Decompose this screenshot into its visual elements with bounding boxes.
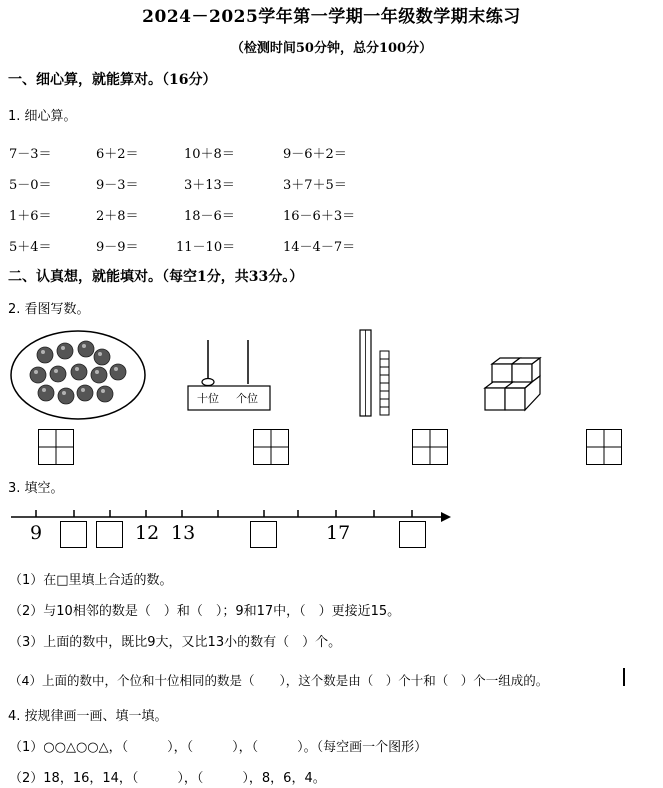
calc-item: 7－3＝ [9, 147, 52, 162]
text-cursor [623, 668, 625, 686]
calc-item: 9－6＋2＝ [283, 147, 347, 162]
fill-question-4: （4）上面的数中，个位和十位相同的数是（ ），这个数是由（ ）个十和（ ）个一组成的。 [9, 673, 549, 688]
calc-item: 16－6＋3＝ [283, 209, 356, 224]
number-line-label: 13 [171, 522, 196, 544]
page-title: 2024－2025学年第一学期一年级数学期末练习 [142, 7, 521, 27]
number-line-blank-box[interactable] [96, 521, 123, 548]
cubes-picture [483, 356, 543, 416]
abacus-tens-label: 十位 [197, 392, 219, 405]
fill-question-2: （2）与10相邻的数是（ ）和（ ）；9和17中，（ ）更接近15。 [9, 604, 401, 619]
calc-item: 14－4－7＝ [283, 240, 356, 255]
calc-item: 3＋13＝ [184, 178, 235, 193]
answer-box-cubes[interactable] [586, 429, 622, 465]
number-line-label: 12 [135, 522, 160, 544]
abacus-ones-label: 个位 [236, 392, 258, 405]
abacus-picture [186, 338, 276, 418]
section-1-heading: 一、细心算，就能算对。（16分） [8, 72, 217, 88]
calc-item: 5－0＝ [9, 178, 52, 193]
calc-item: 10＋8＝ [184, 147, 235, 162]
calc-item: 9－9＝ [96, 240, 139, 255]
number-line-blank-box[interactable] [60, 521, 87, 548]
pattern-question-1: （1）○○△○○△，（ ），（ ），（ ）。（每空画一个图形） [9, 740, 428, 755]
question-4-label: 4. 按规律画一画、填一填。 [8, 709, 168, 724]
calc-item: 1＋6＝ [9, 209, 52, 224]
number-line-blank-box[interactable] [250, 521, 277, 548]
calc-item: 2＋8＝ [96, 209, 139, 224]
answer-box-abacus[interactable] [253, 429, 289, 465]
question-3-label: 3. 填空。 [8, 481, 64, 496]
number-line-label: 9 [30, 522, 43, 544]
fill-question-1: （1）在□里填上合适的数。 [9, 573, 173, 588]
fill-question-3: （3）上面的数中，既比9大，又比13小的数有（ ）个。 [9, 635, 342, 650]
number-line-label: 17 [326, 522, 351, 544]
calc-item: 5＋4＝ [9, 240, 52, 255]
page-subtitle: （检测时间50分钟，总分100分） [230, 41, 433, 56]
answer-box-sticks[interactable] [412, 429, 448, 465]
apples-picture [10, 330, 150, 422]
calc-item: 18－6＝ [184, 209, 235, 224]
calc-item: 11－10＝ [176, 240, 236, 255]
calc-item: 6＋2＝ [96, 147, 139, 162]
section-2-heading: 二、认真想，就能填对。（每空1分，共33分。） [8, 269, 304, 285]
question-1-label: 1. 细心算。 [8, 109, 77, 124]
number-line-blank-box[interactable] [399, 521, 426, 548]
question-2-label: 2. 看图写数。 [8, 302, 90, 317]
stick-bundle-picture [355, 327, 400, 419]
calc-item: 3＋7＋5＝ [283, 178, 347, 193]
pattern-question-2: （2）18，16，14，（ ），（ ），8，6，4。 [9, 771, 326, 786]
answer-box-apples[interactable] [38, 429, 74, 465]
calc-item: 9－3＝ [96, 178, 139, 193]
